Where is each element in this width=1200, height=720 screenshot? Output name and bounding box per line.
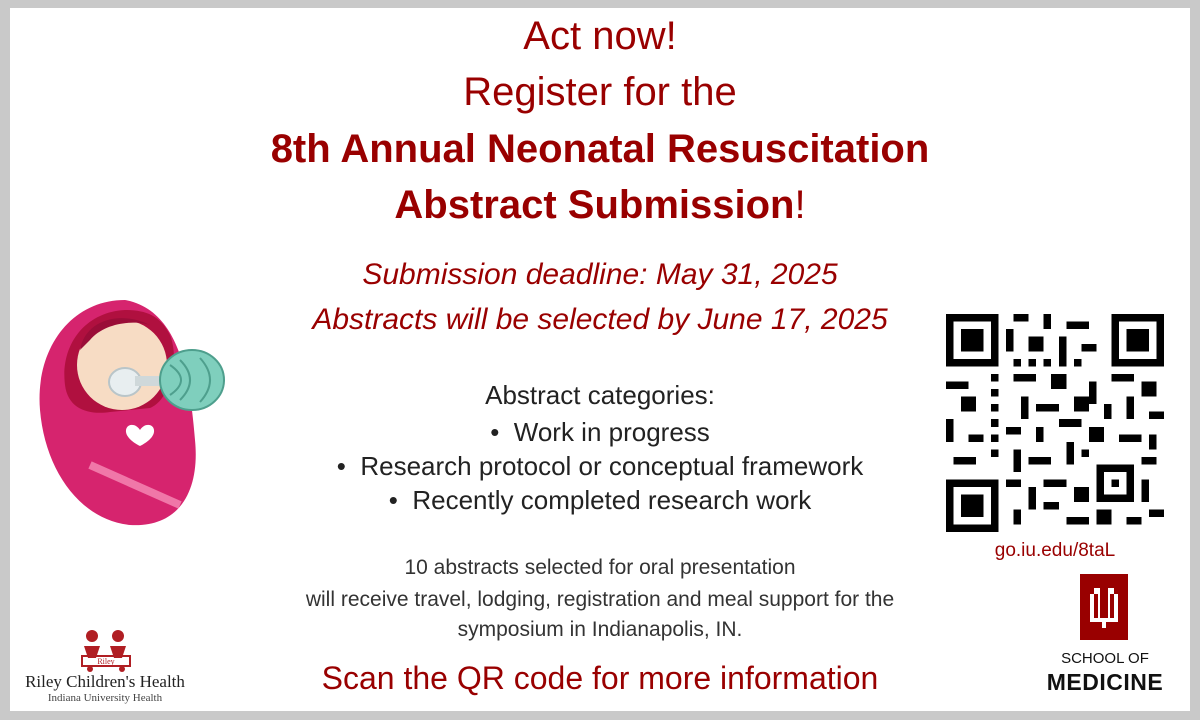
headline-abstract-text: Abstract Submission (394, 183, 795, 227)
support-line-2: will receive travel, lodging, registration and meal support for the (305, 588, 895, 611)
category-item-label: Recently completed research work (412, 485, 812, 515)
headline-act-now: Act now! (523, 14, 677, 58)
headline-register: Register for the (463, 70, 737, 114)
headline-exclamation: ! (794, 183, 806, 227)
category-item-label: Work in progress (513, 417, 710, 447)
submission-deadline (0, 258, 1200, 292)
iu-medicine-label: MEDICINE (1046, 669, 1164, 695)
neonatal-resuscitation-illustration (30, 290, 230, 530)
riley-badge-text: Riley (97, 657, 115, 666)
headline-event-title: 8th Annual Neonatal Resuscitation (270, 127, 930, 171)
category-item: • Work in progress (490, 417, 710, 447)
category-item-label: Research protocol or conceptual framework (360, 451, 864, 481)
category-item: • Research protocol or conceptual framework (336, 451, 864, 481)
support-line-3: symposium in Indianapolis, IN. (457, 618, 743, 641)
iu-school-label: SCHOOL OF (1061, 650, 1149, 667)
headline-abstract-submission (0, 183, 1200, 228)
support-line-1: 10 abstracts selected for oral presentation (404, 556, 796, 579)
submission-deadline-label: Submission deadline: (362, 258, 656, 291)
riley-children-logo (78, 628, 134, 672)
category-item: • Recently completed research work (388, 485, 812, 515)
qr-code[interactable] (946, 314, 1164, 532)
scan-qr-cta: Scan the QR code for more information (321, 660, 879, 696)
selection-date-value: June 17, 2025 (697, 303, 888, 336)
qr-short-url[interactable]: go.iu.edu/8taL (994, 540, 1116, 561)
iu-trident-logo (1080, 574, 1128, 640)
categories-heading: Abstract categories: (485, 380, 715, 410)
selection-date-label: Abstracts will be selected by (312, 303, 698, 336)
riley-subtitle: Indiana University Health (47, 692, 163, 704)
submission-deadline-date: May 31, 2025 (655, 258, 838, 291)
riley-name: Riley Children's Health (25, 672, 185, 691)
